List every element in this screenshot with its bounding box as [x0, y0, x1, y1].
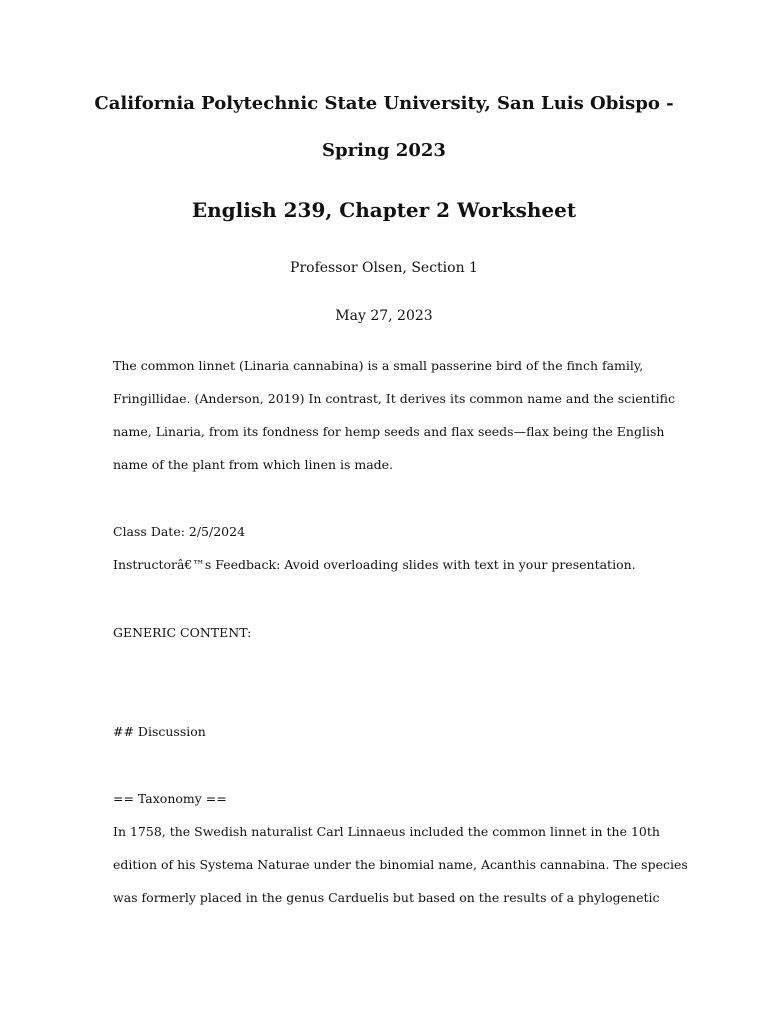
generic-content-label: GENERIC CONTENT:: [113, 625, 252, 640]
university-title-line2: Spring 2023: [322, 140, 446, 161]
discussion-heading: ## Discussion: [113, 724, 206, 739]
intro-line: The common linnet (Linaria cannabina) is a small passerine bird of the finch family,: [113, 358, 644, 373]
intro-line: Fringillidae. (Anderson, 2019) In contrast, It derives its common name and the scientific: [113, 391, 676, 406]
taxonomy-line: edition of his Systema Naturae under the binomial name, Acanthis cannabina. The species: [113, 857, 688, 872]
intro-line: name of the plant from which linen is made.: [113, 457, 394, 472]
taxonomy-line: was formerly placed in the genus Carduelis but based on the results of a phylogenetic: [113, 890, 660, 905]
course-title: English 239, Chapter 2 Worksheet: [191, 198, 577, 222]
intro-line: name, Linaria, from its fondness for hemp seeds and flax seeds—flax being the English: [113, 424, 665, 439]
professor-line: Professor Olsen, Section 1: [290, 260, 478, 276]
class-date: Class Date: 2/5/2024: [113, 524, 246, 539]
taxonomy-heading: == Taxonomy ==: [113, 791, 227, 806]
document-date: May 27, 2023: [335, 308, 433, 324]
instructor-feedback: Instructorâ€™s Feedback: Avoid overloading slides with text in your presentation.: [113, 557, 636, 572]
taxonomy-line: In 1758, the Swedish naturalist Carl Linnaeus included the common linnet in the 10th: [113, 824, 660, 839]
university-title-line1: California Polytechnic State University, San Luis Obispo -: [94, 93, 674, 114]
